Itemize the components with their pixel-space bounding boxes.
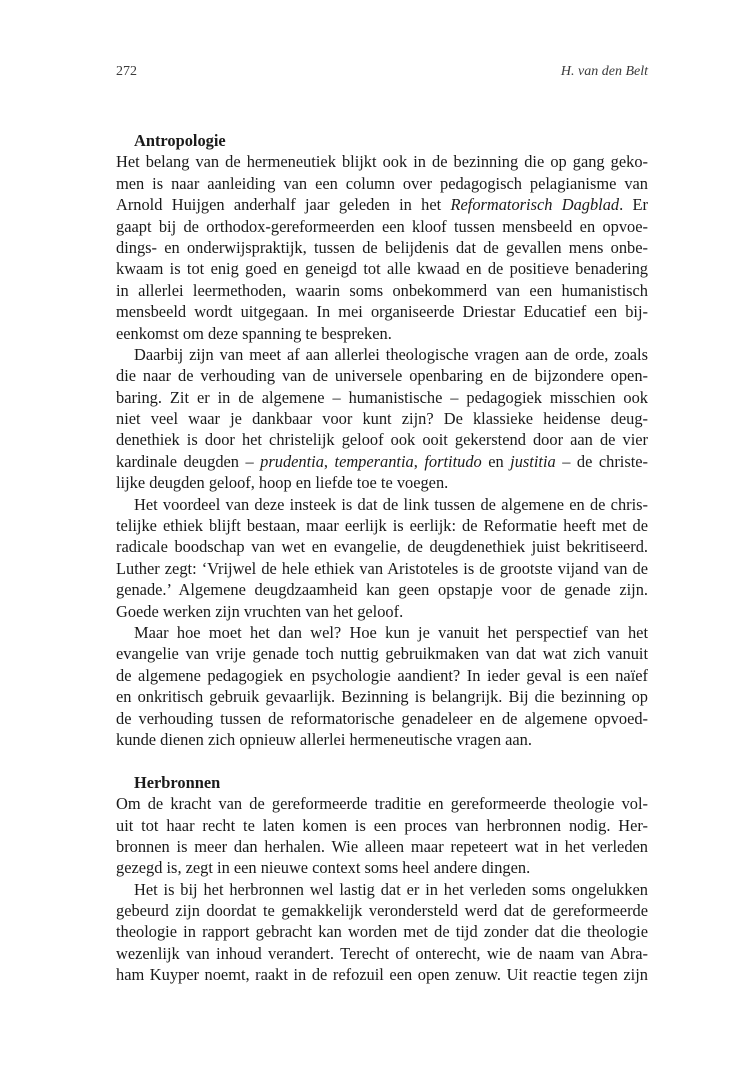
paragraph	[116, 879, 648, 986]
italic-text: Reformatorisch Dagblad	[450, 195, 620, 215]
section-gap	[116, 750, 648, 771]
text-line: telijke ethiek blijft bestaan, maar eerlijk is eerlijk: de Reformatie heeft met de	[116, 516, 648, 536]
text-line: gebeurd zijn doordat te gemakkelijk verondersteld werd dat de gereformeerde	[116, 901, 648, 921]
text-line	[116, 451, 648, 472]
body-text	[116, 130, 648, 986]
text-line: kunde dienen zich opnieuw allerlei hermeneutische vragen aan.	[116, 729, 532, 749]
paragraph	[116, 793, 648, 879]
text-line: uit tot haar recht te laten komen is een proces van herbronnen nodig. Her-	[116, 815, 648, 835]
text-line: wezenlijk van inhoud verandert. Terecht of onterecht, wie de naam van Abra-	[116, 943, 648, 963]
text-line	[116, 194, 648, 215]
text-line: de algemene pedagogiek en psychologie aandient? In ieder geval is een naïef	[116, 665, 648, 685]
text-line: radicale boodschap van wet en evangelie, de deugdenethiek juist bekritiseerd.	[116, 537, 648, 557]
text-line: de verhouding tussen de reformatorische genadeleer en de algemene opvoed-	[116, 708, 648, 728]
text-line: men is naar aanleiding van een column over pedagogisch pelagianisme van	[116, 173, 648, 193]
paragraph	[116, 151, 648, 344]
paragraph	[116, 494, 648, 622]
text-segment: en	[481, 451, 511, 471]
text-segment: . Er	[619, 195, 648, 215]
text-line: Luther zegt: ‘Vrijwel de hele ethiek van Aristoteles is de grootste vijand van de	[116, 558, 648, 578]
text-line: denethiek is door het christelijk geloof ook ooit gekerstend door aan de vier	[116, 430, 648, 450]
text-line: niet veel waar je dankbaar voor kunt zijn? De klassieke heidense deug-	[116, 409, 648, 429]
text-line: Het is bij het herbronnen wel lastig dat er in het verleden soms ongelukken	[134, 879, 648, 899]
text-segment: ,	[413, 451, 425, 471]
text-line: Het voordeel van deze insteek is dat de link tussen de algemene en de chris-	[134, 494, 648, 514]
section-heading-antropologie: Antropologie	[134, 131, 226, 150]
text-segment: ,	[323, 451, 335, 471]
italic-text: fortitudo	[424, 451, 482, 471]
running-head-author: H. van den Belt	[560, 64, 648, 79]
italic-text: justitia	[510, 451, 556, 471]
text-line: bronnen is meer dan herhalen. Wie alleen maar repeteert wat in het verleden	[116, 836, 648, 856]
italic-text: prudentia	[260, 451, 324, 471]
text-line: genade.’ Algemene deugdzaamheid kan geen opstapje voor de genade zijn.	[116, 580, 648, 600]
italic-text: temperantia	[334, 451, 414, 471]
text-line: in allerlei leermethoden, waarin soms onbekommerd van een humanistisch	[116, 280, 648, 300]
text-segment: kardinale deugden –	[116, 451, 261, 471]
text-segment: – de christe-	[555, 451, 648, 471]
text-line: die naar de verhouding van de universele openbaring en de bijzondere open-	[116, 366, 648, 386]
text-line: lijke deugden geloof, hoop en liefde toe te voegen.	[116, 473, 449, 493]
text-line: ham Kuyper noemt, raakt in de refozuil een open zenuw. Uit reactie tegen zijn	[116, 965, 648, 985]
text-line: evangelie van vrije genade toch nuttig gebruikmaken van dat wat zich vanuit	[116, 644, 648, 664]
running-header	[116, 64, 648, 84]
paragraph	[116, 622, 648, 750]
text-line: Maar hoe moet het dan wel? Hoe kun je vanuit het perspectief van het	[134, 622, 648, 642]
text-line: eenkomst om deze spanning te bespreken.	[116, 323, 392, 343]
text-line: dings- en onderwijspraktijk, tussen de belijdenis dat de gevallen mens onbe-	[116, 237, 648, 257]
text-line: en onkritisch gebruik gevaarlijk. Bezinning is belangrijk. Bij die bezinning op	[116, 687, 648, 707]
section-heading-herbronnen: Herbronnen	[134, 772, 221, 792]
text-line: Daarbij zijn van meet af aan allerlei theologische vragen aan de orde, zoals	[134, 344, 648, 364]
page-number: 272	[116, 64, 137, 79]
text-line: Om de kracht van de gereformeerde traditie en gereformeerde theologie vol-	[116, 794, 648, 814]
text-segment: Arnold Huijgen anderhalf jaar geleden in het	[116, 195, 451, 215]
paragraph	[116, 344, 648, 494]
text-line: theologie in rapport gebracht kan worden met de tijd zonder dat die theologie	[116, 922, 648, 942]
text-line: Het belang van de hermeneutiek blijkt ook in de bezinning die op gang geko-	[116, 152, 648, 172]
text-line: mensbeeld wordt uitgegaan. In mei organiseerde Driestar Educatief een bij-	[116, 302, 648, 322]
text-line: gezegd is, zegt in een nieuwe context soms heel andere dingen.	[116, 858, 531, 878]
text-line: gaapt bij de orthodox-gereformeerden een kloof tussen mensbeeld en opvoe-	[116, 216, 648, 236]
text-line: Goede werken zijn vruchten van het geloof.	[116, 601, 404, 621]
text-line: baring. Zit er in de algemene – humanistische – pedagogiek misschien ook	[116, 387, 648, 407]
text-line: kwaam is tot enig goed en geneigd tot alle kwaad en de positieve benadering	[116, 259, 648, 279]
